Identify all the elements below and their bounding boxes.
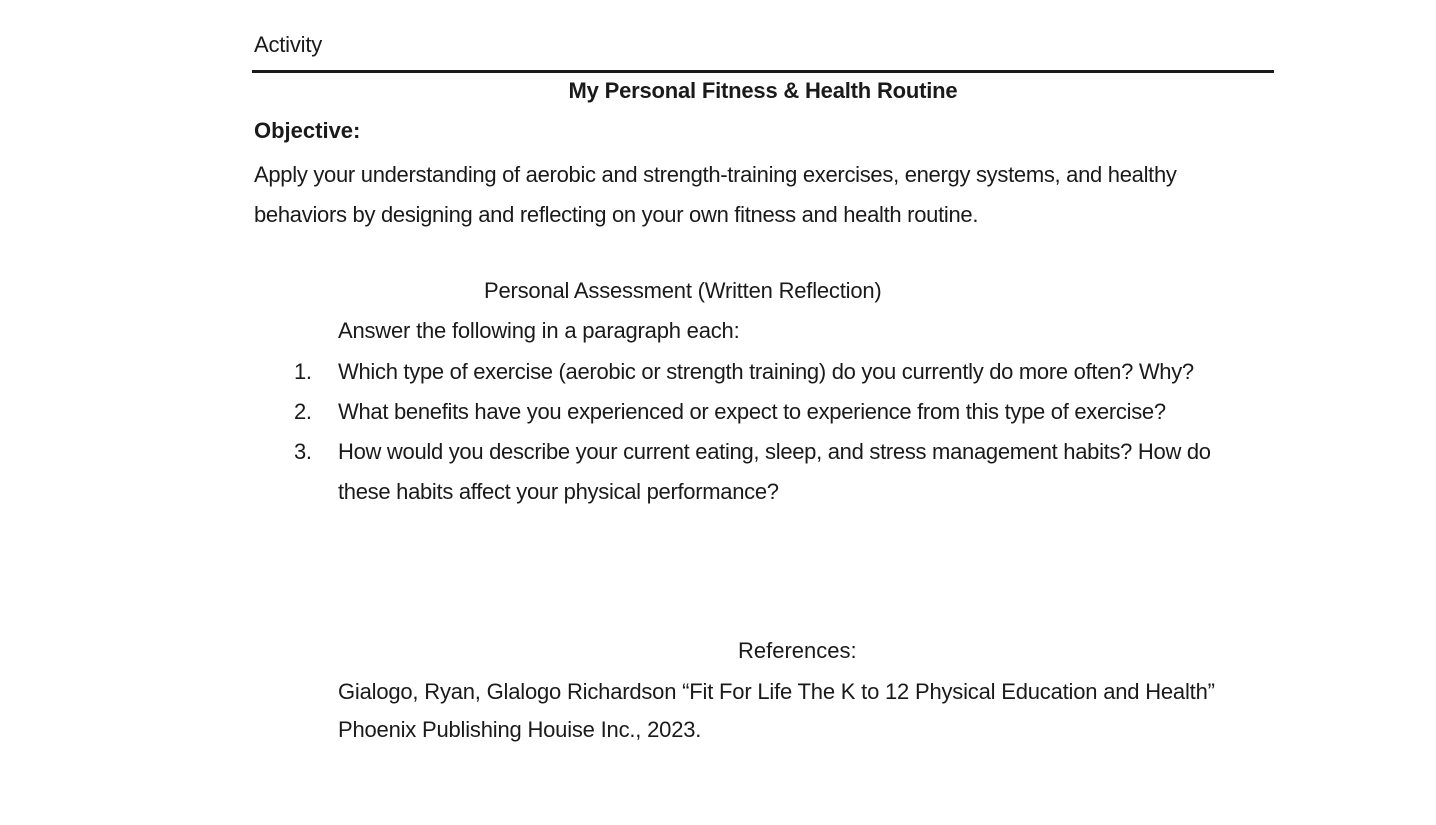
- objective-text: Apply your understanding of aerobic and strength-training exercises, energy systems, and healthy behaviors by designing and reflecting on your own fitness and health routine.: [254, 162, 1177, 227]
- question-number: 1.: [294, 359, 312, 384]
- question-item: [294, 392, 1254, 432]
- header-divider: [252, 70, 1274, 73]
- objective-heading: Objective:: [254, 118, 361, 143]
- header-label: Activity: [254, 32, 323, 57]
- question-text: What benefits have you experienced or expect to experience from this type of exercise?: [338, 399, 1166, 424]
- question-list: [294, 352, 1254, 512]
- document-title: My Personal Fitness & Health Routine: [568, 78, 958, 103]
- assessment-instruction: Answer the following in a paragraph each:: [338, 318, 740, 343]
- reference-entry: Gialogo, Ryan, Glalogo Richardson “Fit For Life The K to 12 Physical Education and Health” Phoenix Publishing Houise Inc., 2023.: [338, 679, 1215, 742]
- question-text: How would you describe your current eating, sleep, and stress management habits? How do these habits affect your physical performance?: [338, 439, 1211, 504]
- document-page: [252, 0, 1276, 825]
- question-number: 3.: [294, 439, 312, 464]
- question-text: Which type of exercise (aerobic or strength training) do you currently do more often? Why?: [338, 359, 1194, 384]
- question-item: [294, 352, 1254, 392]
- question-number: 2.: [294, 399, 312, 424]
- question-item: [294, 432, 1254, 512]
- assessment-heading: Personal Assessment (Written Reflection): [484, 278, 882, 303]
- references-heading: References:: [738, 638, 857, 663]
